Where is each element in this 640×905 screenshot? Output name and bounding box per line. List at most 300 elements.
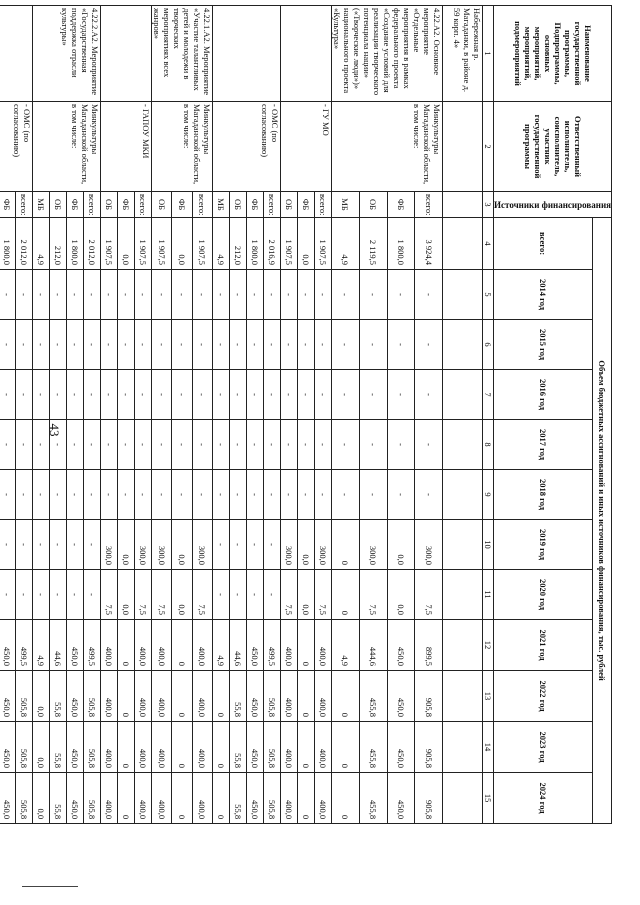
row-value: -: [192, 420, 212, 470]
header-name: Наименование государственной программы, Подпрограммы, основных мероприятий, мероприятий, подмероприятий: [494, 6, 612, 102]
row-value: -: [281, 370, 298, 420]
row-value: 44,6: [50, 620, 67, 671]
column-number: 5: [483, 270, 494, 320]
row-value: -: [230, 420, 247, 470]
row-value: -: [84, 320, 101, 370]
row-value: -: [359, 420, 387, 470]
row-value: 3 924,4: [415, 218, 443, 270]
row-value: -: [152, 270, 172, 320]
budget-table: [0, 5, 612, 824]
row-value: -: [135, 370, 152, 420]
row-value: 0: [172, 620, 192, 671]
row-value: -: [50, 320, 67, 370]
row-value: 505,8: [16, 671, 33, 722]
footer-rule: [22, 886, 78, 887]
row-value: -: [230, 270, 247, 320]
row-value: 0: [172, 722, 192, 773]
row-value: -: [118, 270, 135, 320]
row-source: ОБ: [101, 192, 118, 218]
column-number: 2: [483, 102, 494, 192]
row-value: 300,0: [135, 520, 152, 570]
row-value: 55,8: [50, 773, 67, 824]
row-value: -: [281, 420, 298, 470]
row-value: 505,8: [84, 773, 101, 824]
row-value: -: [281, 470, 298, 520]
row-value: [443, 520, 483, 570]
row-value: -: [0, 320, 16, 370]
row-value: -: [135, 270, 152, 320]
row-source: всего:: [192, 192, 212, 218]
row-value: -: [33, 370, 50, 420]
header-year: 2021 год: [494, 620, 593, 671]
column-number: 3: [483, 192, 494, 218]
table-row: [415, 6, 443, 824]
header-source-text: Источники финансирования: [494, 199, 611, 210]
row-value: 450,0: [247, 671, 264, 722]
row-value: 2 119,5: [359, 218, 387, 270]
row-value: 499,5: [84, 620, 101, 671]
row-value: 7,5: [315, 570, 332, 620]
row-value: 1 907,5: [135, 218, 152, 270]
row-source: ОБ: [359, 192, 387, 218]
row-value: -: [33, 470, 50, 520]
row-value: -: [264, 420, 281, 470]
row-value: 400,0: [281, 620, 298, 671]
row-value: -: [247, 320, 264, 370]
row-value: -: [67, 520, 84, 570]
row-value: -: [16, 320, 33, 370]
row-value: -: [298, 370, 315, 420]
row-value: -: [152, 370, 172, 420]
header-year: 2023 год: [494, 722, 593, 773]
row-value: 400,0: [192, 671, 212, 722]
row-value: -: [50, 420, 67, 470]
row-value: 400,0: [135, 671, 152, 722]
row-value: 450,0: [387, 773, 415, 824]
row-value: -: [50, 470, 67, 520]
row-source: всего:: [16, 192, 33, 218]
row-value: [443, 320, 483, 370]
row-value: 505,8: [264, 773, 281, 824]
row-value: 7,5: [152, 570, 172, 620]
row-value: 0,0: [387, 570, 415, 620]
row-value: 400,0: [101, 671, 118, 722]
row-value: -: [84, 370, 101, 420]
row-value: -: [230, 470, 247, 520]
table-row: [16, 6, 33, 824]
row-value: 400,0: [135, 620, 152, 671]
row-value: 905,8: [415, 773, 443, 824]
row-value: -: [332, 370, 360, 420]
row-value: -: [213, 520, 230, 570]
header-year: 2017 год: [494, 420, 593, 470]
row-value: -: [172, 320, 192, 370]
row-value: -: [332, 320, 360, 370]
row-value: 300,0: [281, 520, 298, 570]
row-value: 1 907,5: [192, 218, 212, 270]
row-value: -: [387, 270, 415, 320]
row-value: -: [298, 470, 315, 520]
row-value: -: [84, 520, 101, 570]
column-number: 1: [483, 6, 494, 102]
row-value: -: [172, 370, 192, 420]
row-value: 300,0: [192, 520, 212, 570]
table-row: [264, 6, 281, 824]
row-value: 0,0: [172, 570, 192, 620]
row-value: 400,0: [315, 773, 332, 824]
row-value: -: [67, 320, 84, 370]
row-value: 55,8: [230, 773, 247, 824]
row-value: 899,5: [415, 620, 443, 671]
row-value: 400,0: [135, 773, 152, 824]
row-value: -: [172, 470, 192, 520]
row-value: -: [247, 470, 264, 520]
row-value: -: [50, 520, 67, 570]
row-value: 505,8: [84, 722, 101, 773]
header-year: 2015 год: [494, 320, 593, 370]
row-value: 55,8: [50, 722, 67, 773]
row-value: 505,8: [264, 722, 281, 773]
row-value: 55,8: [230, 722, 247, 773]
row-value: 450,0: [387, 620, 415, 671]
row-value: -: [16, 420, 33, 470]
header-total: всего:: [494, 218, 593, 270]
row-value: 0: [118, 773, 135, 824]
header-year: 2019 год: [494, 520, 593, 570]
row-value: 0,0: [118, 520, 135, 570]
row-source: МБ: [33, 192, 50, 218]
row-value: 400,0: [101, 722, 118, 773]
row-value: 505,8: [84, 671, 101, 722]
header-year: 2022 год: [494, 671, 593, 722]
row-value: -: [213, 270, 230, 320]
row-value: -: [152, 320, 172, 370]
row-value: 7,5: [135, 570, 152, 620]
column-number: 4: [483, 218, 494, 270]
header-group: Объем бюджетных ассигнований и иных источников финансирования, тыс. рублей: [593, 218, 612, 824]
column-number: 8: [483, 420, 494, 470]
row-name: 4.22.2.А2. Мероприятие «Государственная поддержка отрасли культуры»: [33, 6, 101, 102]
row-value: -: [332, 420, 360, 470]
row-executor: Минкультуры Магаданской области, в том числе:: [152, 102, 213, 192]
row-value: -: [84, 270, 101, 320]
row-value: -: [118, 420, 135, 470]
row-source: ОБ: [281, 192, 298, 218]
row-value: 300,0: [359, 520, 387, 570]
row-value: -: [213, 570, 230, 620]
row-value: -: [118, 320, 135, 370]
row-value: 450,0: [247, 722, 264, 773]
row-name: [0, 6, 33, 102]
row-value: 0: [332, 520, 360, 570]
row-value: -: [33, 270, 50, 320]
row-value: -: [247, 420, 264, 470]
row-source: ФБ: [247, 192, 264, 218]
row-value: 1 800,0: [247, 218, 264, 270]
row-value: 400,0: [315, 671, 332, 722]
row-source: ФБ: [118, 192, 135, 218]
row-value: -: [33, 520, 50, 570]
row-source: ФБ: [172, 192, 192, 218]
row-value: -: [213, 320, 230, 370]
row-value: 2 012,0: [16, 218, 33, 270]
row-value: -: [315, 270, 332, 320]
row-source: ФБ: [298, 192, 315, 218]
row-value: 7,5: [192, 570, 212, 620]
row-value: 1 907,5: [281, 218, 298, 270]
column-number: 14: [483, 722, 494, 773]
row-value: 1 800,0: [0, 218, 16, 270]
table-row: [443, 6, 483, 824]
row-value: -: [359, 270, 387, 320]
row-value: -: [230, 370, 247, 420]
row-value: 4,9: [213, 620, 230, 671]
row-source: ФБ: [0, 192, 16, 218]
row-value: -: [415, 320, 443, 370]
row-value: -: [101, 470, 118, 520]
row-value: 4,9: [33, 620, 50, 671]
row-name: 4.22.А2. Основное мероприятие «Отдельные мероприятия в рамках федерального проекта «Создание условий для реализации творческого потенциала нации» («Творческие люди»)» национального проекта «Культура»: [332, 6, 443, 102]
row-value: -: [230, 320, 247, 370]
row-value: [443, 671, 483, 722]
row-executor: - ГУ МО: [281, 102, 332, 192]
row-executor: Минкультуры Магаданской области, в том числе:: [33, 102, 101, 192]
row-value: 0: [332, 671, 360, 722]
header-year: 2024 год: [494, 773, 593, 824]
row-value: 0: [332, 570, 360, 620]
row-source: МБ: [332, 192, 360, 218]
row-value: -: [67, 420, 84, 470]
row-value: -: [84, 470, 101, 520]
column-number: 11: [483, 570, 494, 620]
row-value: 7,5: [101, 570, 118, 620]
row-value: 400,0: [152, 773, 172, 824]
row-value: 0: [118, 620, 135, 671]
row-value: 1 907,5: [101, 218, 118, 270]
row-value: -: [135, 470, 152, 520]
row-value: 499,5: [264, 620, 281, 671]
row-value: 0: [172, 773, 192, 824]
row-value: -: [101, 370, 118, 420]
row-value: 905,8: [415, 671, 443, 722]
row-name: [281, 6, 332, 102]
row-value: -: [16, 470, 33, 520]
row-executor: - ГАПОУ МКИ: [101, 102, 152, 192]
row-value: -: [315, 420, 332, 470]
row-value: 2 012,0: [84, 218, 101, 270]
row-value: 450,0: [247, 620, 264, 671]
row-source: ОБ: [50, 192, 67, 218]
column-number: 15: [483, 773, 494, 824]
row-value: 0,0: [118, 218, 135, 270]
row-value: 450,0: [0, 722, 16, 773]
row-value: 0,0: [298, 520, 315, 570]
header-executor: Ответственный исполнитель, соисполнитель, участник государственной программы: [494, 102, 612, 192]
row-value: -: [264, 470, 281, 520]
row-value: -: [415, 370, 443, 420]
table-row: [135, 6, 152, 824]
column-number: 13: [483, 671, 494, 722]
page-number: 43: [47, 423, 62, 437]
row-value: -: [84, 570, 101, 620]
row-value: 400,0: [315, 722, 332, 773]
row-value: -: [33, 570, 50, 620]
row-source: всего:: [264, 192, 281, 218]
row-executor: [443, 102, 483, 192]
row-value: [443, 773, 483, 824]
row-value: 400,0: [152, 620, 172, 671]
row-value: 0,0: [298, 570, 315, 620]
row-value: -: [0, 570, 16, 620]
row-value: 400,0: [152, 722, 172, 773]
row-value: 400,0: [101, 620, 118, 671]
row-value: -: [387, 470, 415, 520]
row-value: 0,0: [33, 671, 50, 722]
row-value: 7,5: [359, 570, 387, 620]
row-source: МБ: [213, 192, 230, 218]
row-value: -: [50, 270, 67, 320]
table-header: [483, 6, 612, 824]
budget-table-sheet: [2, 5, 612, 823]
row-source: всего:: [415, 192, 443, 218]
row-value: -: [16, 570, 33, 620]
row-value: 444,6: [359, 620, 387, 671]
row-value: 0: [118, 671, 135, 722]
row-value: -: [0, 520, 16, 570]
row-value: 212,0: [230, 218, 247, 270]
row-value: -: [359, 320, 387, 370]
row-value: 0: [172, 671, 192, 722]
row-value: 0,0: [172, 218, 192, 270]
row-value: -: [230, 570, 247, 620]
row-value: -: [281, 320, 298, 370]
row-source: [443, 192, 483, 218]
row-value: -: [315, 320, 332, 370]
row-value: 450,0: [67, 671, 84, 722]
row-source: ФБ: [387, 192, 415, 218]
row-value: 400,0: [281, 671, 298, 722]
row-value: 400,0: [192, 722, 212, 773]
row-value: -: [332, 270, 360, 320]
row-value: 0: [332, 773, 360, 824]
row-value: -: [0, 420, 16, 470]
row-value: 0,0: [298, 218, 315, 270]
row-value: -: [67, 270, 84, 320]
row-name: [213, 6, 281, 102]
row-value: 400,0: [281, 722, 298, 773]
column-number: 9: [483, 470, 494, 520]
row-value: -: [230, 520, 247, 570]
row-value: 0: [298, 620, 315, 671]
row-name: Набережная р. Магаданки, в районе д. 59 корп. 4»: [443, 6, 483, 102]
row-executor: - ОМС (по согласованию): [0, 102, 33, 192]
row-value: [443, 420, 483, 470]
row-value: 55,8: [50, 671, 67, 722]
row-value: 450,0: [0, 671, 16, 722]
row-value: 455,8: [359, 773, 387, 824]
row-value: 300,0: [101, 520, 118, 570]
row-value: -: [172, 420, 192, 470]
row-value: -: [192, 270, 212, 320]
row-value: -: [387, 370, 415, 420]
column-number: 12: [483, 620, 494, 671]
row-source: ОБ: [230, 192, 247, 218]
row-value: 0: [298, 722, 315, 773]
row-value: -: [387, 320, 415, 370]
row-value: -: [152, 420, 172, 470]
row-source: ФБ: [67, 192, 84, 218]
row-value: 450,0: [0, 773, 16, 824]
row-value: -: [16, 270, 33, 320]
row-value: -: [67, 370, 84, 420]
row-value: 400,0: [135, 722, 152, 773]
row-value: -: [16, 370, 33, 420]
row-value: 505,8: [16, 722, 33, 773]
header-year: 2018 год: [494, 470, 593, 520]
row-value: -: [118, 370, 135, 420]
row-value: 400,0: [192, 773, 212, 824]
row-value: [443, 270, 483, 320]
row-value: -: [172, 270, 192, 320]
row-value: 0,0: [33, 773, 50, 824]
row-value: -: [213, 370, 230, 420]
row-value: 450,0: [67, 620, 84, 671]
row-value: -: [67, 570, 84, 620]
row-value: 4,9: [213, 218, 230, 270]
column-number: 10: [483, 520, 494, 570]
row-value: 450,0: [387, 671, 415, 722]
header-source: [494, 192, 612, 218]
header-year: 2020 год: [494, 570, 593, 620]
row-value: 455,8: [359, 722, 387, 773]
row-value: 400,0: [152, 671, 172, 722]
row-value: -: [359, 470, 387, 520]
row-value: 0: [118, 722, 135, 773]
row-value: -: [264, 320, 281, 370]
row-value: -: [298, 270, 315, 320]
row-value: 0: [332, 722, 360, 773]
table-row: [315, 6, 332, 824]
row-value: -: [264, 370, 281, 420]
row-value: 212,0: [50, 218, 67, 270]
row-value: -: [152, 470, 172, 520]
row-value: 1 907,5: [152, 218, 172, 270]
row-value: [443, 470, 483, 520]
row-value: 0,0: [118, 570, 135, 620]
row-value: -: [0, 370, 16, 420]
row-source: всего:: [84, 192, 101, 218]
row-value: -: [264, 570, 281, 620]
row-source: всего:: [315, 192, 332, 218]
row-value: 455,8: [359, 671, 387, 722]
row-value: 400,0: [281, 773, 298, 824]
row-value: -: [213, 470, 230, 520]
row-value: 0,0: [33, 722, 50, 773]
row-value: -: [415, 470, 443, 520]
row-value: 0: [213, 671, 230, 722]
row-value: -: [264, 270, 281, 320]
row-value: -: [101, 320, 118, 370]
row-value: -: [213, 420, 230, 470]
row-value: -: [50, 570, 67, 620]
column-number: 7: [483, 370, 494, 420]
row-value: 499,5: [16, 620, 33, 671]
row-value: -: [247, 520, 264, 570]
row-value: 2 016,9: [264, 218, 281, 270]
row-value: 905,8: [415, 722, 443, 773]
row-value: -: [298, 420, 315, 470]
row-value: 1 800,0: [67, 218, 84, 270]
